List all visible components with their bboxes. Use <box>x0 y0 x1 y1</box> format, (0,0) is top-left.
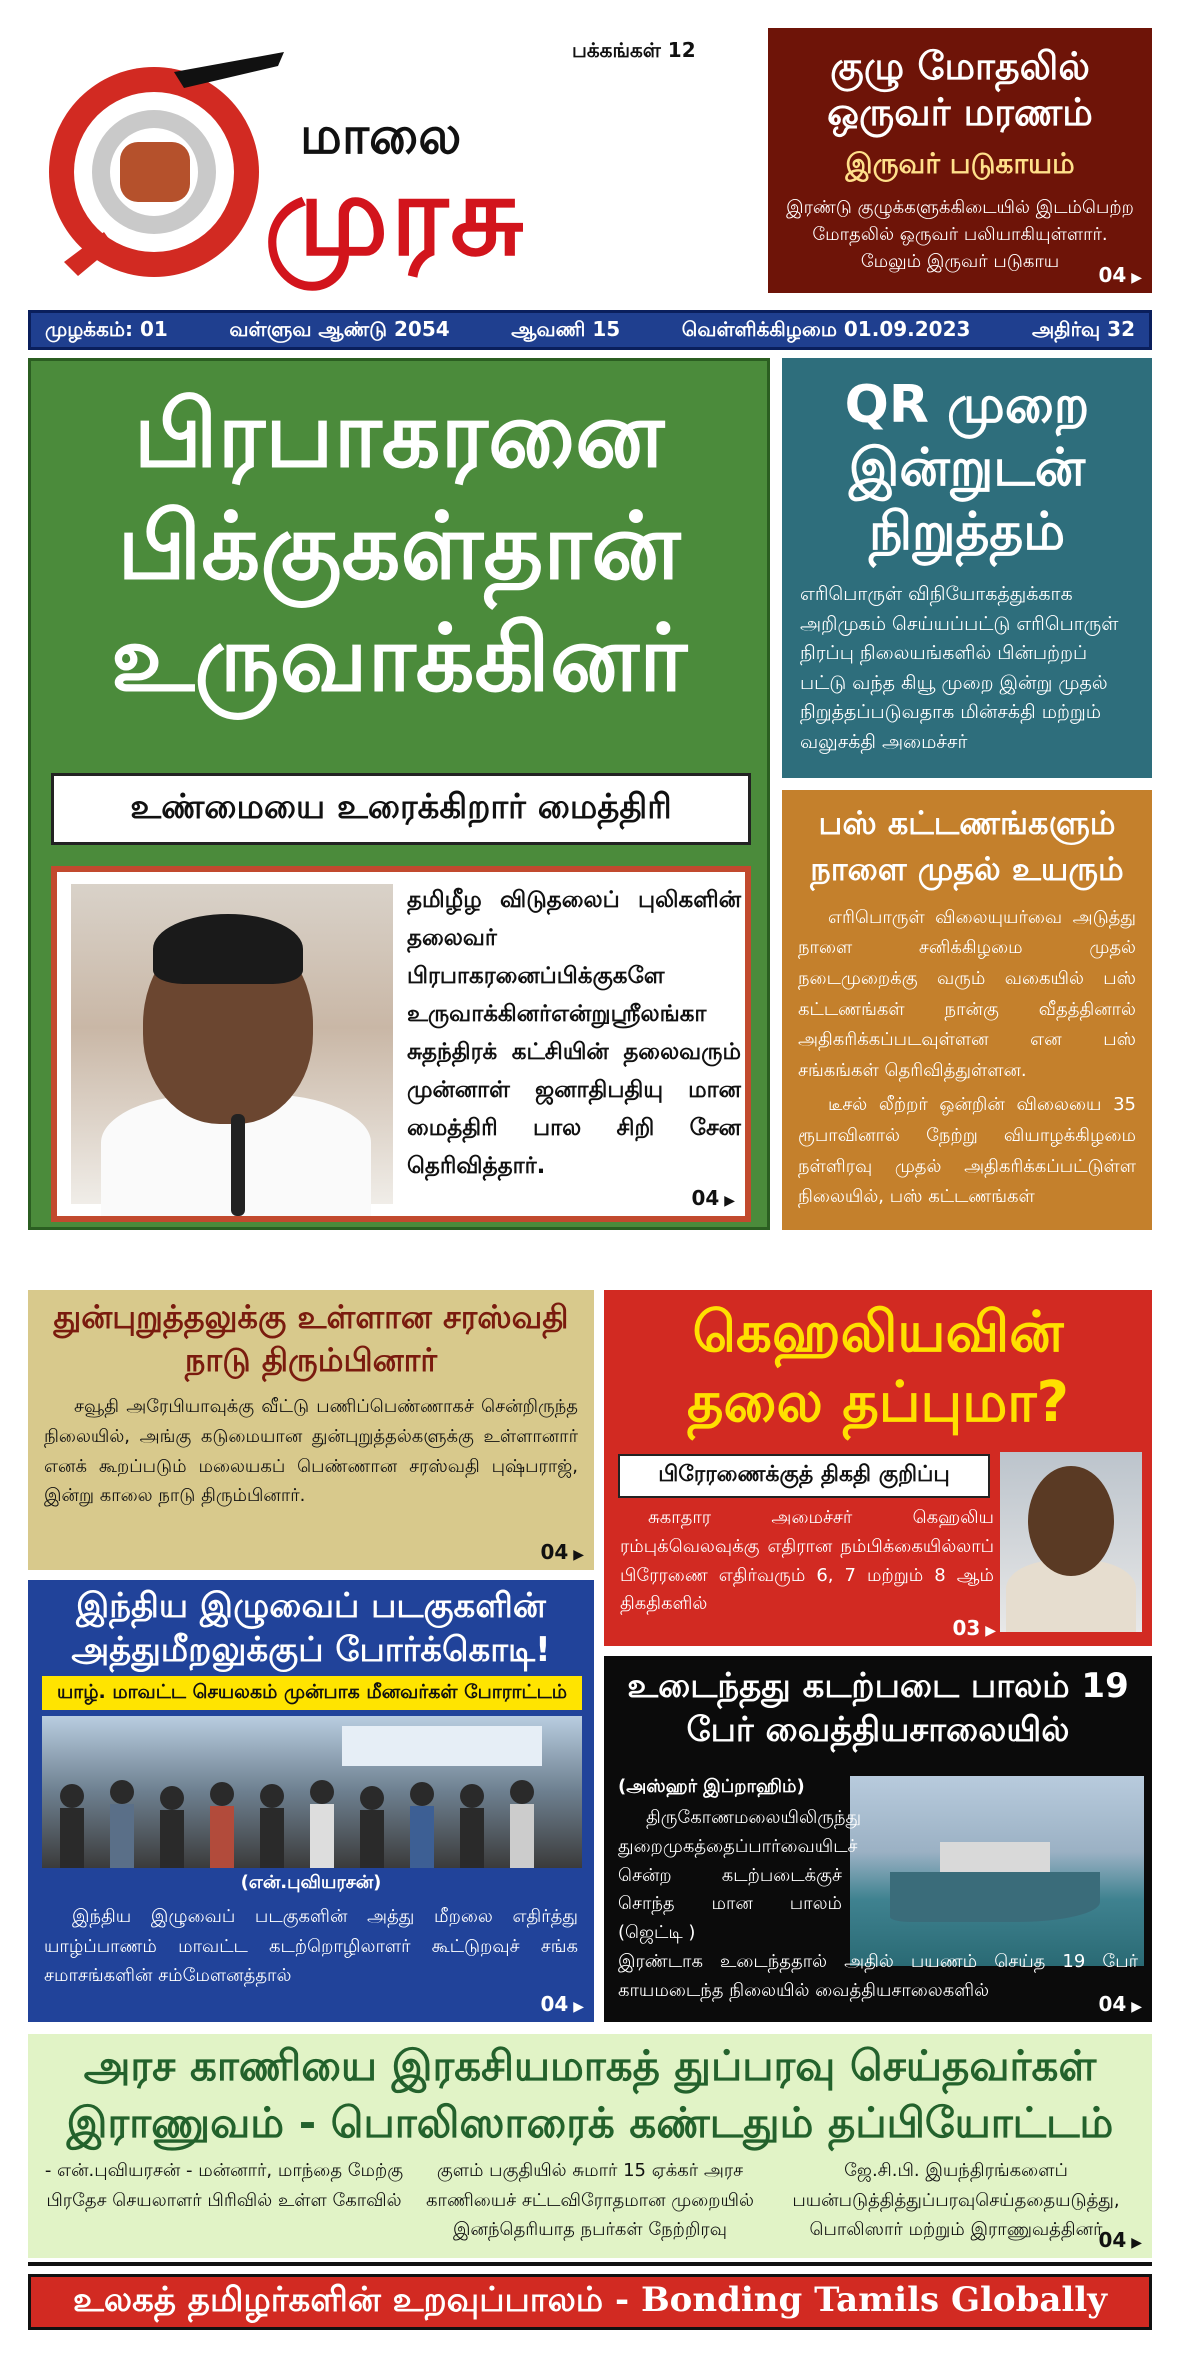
lead-story-box <box>51 866 751 1222</box>
top-right-story[interactable] <box>768 28 1152 293</box>
keheliya-headline: கெஹலியவின் தலை தப்புமா? <box>686 1300 1070 1435</box>
top-right-headline: குழு மோதலில் ஒருவர் மரணம் <box>827 44 1093 134</box>
qr-text: எரிபொருள் விநியோகத்துக்காக அறிமுகம் செய்யப்பட்டு எரிபொருள் நிரப்பு நிலையங்களில் பின்பற்றப் பட்டு வந்த கியூ முறை இன்று முதல் நிறுத்தப்படுவதாக மின்சக்தி மற்றும் வலுசக்தி அமைச்சர் <box>800 583 1119 753</box>
bus-headline: பஸ் கட்டணங்களும் நாளை முதல் உயரும் <box>810 804 1124 889</box>
jetty-story[interactable] <box>604 1656 1152 2022</box>
date-bar <box>28 310 1152 350</box>
lead-text: தமிழீழ விடுதலைப் புலிகளின் தலைவர் பிரபாகரனைப்பிக்குகளே உருவாக்கினர்என்றுஸ்ரீலங்கா சுதந்திரக் கட்சியின் தலைவரும் முன்னாள் ஜனாதிபதியு மான மைத்திரி பால சிறி சேன தெரிவித்தார். <box>407 887 741 1179</box>
logo-big-text: முரசு <box>264 151 526 281</box>
page-ref[interactable]: 04 ▶ <box>1099 2228 1142 2252</box>
valluvar-year: வள்ளுவ ஆண்டு 2054 <box>229 316 450 341</box>
land-headline-1: அரச காணியை இரகசியமாகத் துப்பரவு செய்தவர்கள் <box>83 2041 1097 2090</box>
drum-emblem-icon <box>34 32 294 297</box>
masthead-logo <box>34 32 526 297</box>
tamil-date: ஆவணி 15 <box>511 316 621 341</box>
photo-face <box>1028 1466 1114 1576</box>
trawler-story[interactable] <box>28 1580 594 2022</box>
trawler-headline: இந்திய இழுவைப் படகுகளின் அத்துமீறலுக்குப் போர்க்கொடி! <box>71 1586 551 1671</box>
boat-deck <box>940 1842 1050 1876</box>
trawler-strip: யாழ். மாவட்ட செயலகம் முன்பாக மீனவர்கள் போராட்டம் <box>42 1676 582 1710</box>
keheliya-subhead: பிரேரணைக்குத் திகதி குறிப்பு <box>618 1454 990 1498</box>
qr-headline: QR முறை இன்றுடன் நிறுத்தம் <box>844 375 1090 562</box>
keheliya-text: சுகாதார அமைச்சர் கெஹலிய ரம்புக்வெலவுக்கு எதிரான நம்பிக்கையில்லாப் பிரேரணை எதிர்வரும் 6, 7 மற்றும் 8 ஆம் திகதிகளில் <box>620 1507 994 1615</box>
lead-strap: உண்மையை உரைக்கிறார் மைத்திரி <box>51 773 751 845</box>
saraswathi-text: சவூதி அரேபியாவுக்கு வீட்டு பணிப்பெண்ணாகச் சென்றிருந்த நிலையில், அங்கு கடுமையான துன்புறுத்தல்களுக்கு உள்ளானார் எனக் கூறப்படும் மலையகப் பெண்ணான சரஸ்வதி புஷ்பராஜ், இன்று காலை நாடு திரும்பினார். <box>44 1396 578 1507</box>
lead-headline: பிரபாகரனை பிக்குகள்தான் உருவாக்கினர் <box>110 381 688 713</box>
volume: முழக்கம்: 01 <box>45 316 168 341</box>
lead-story[interactable] <box>28 358 770 1230</box>
microphone-icon <box>231 1114 245 1216</box>
issue-date: வெள்ளிக்கிழமை 01.09.2023 <box>681 316 971 341</box>
page-ref[interactable]: 04 ▶ <box>1099 1992 1142 2016</box>
top-right-text: இரண்டு குழுக்களுக்கிடையில் இடம்பெற்ற மோதலில் ஒருவர் பலியாகியுள்ளார். மேலும் இருவர் படுகாய <box>786 197 1134 273</box>
footer-slogan: உலகத் தமிழர்களின் உறவுப்பாலம் - Bonding Tamils Globally <box>28 2274 1152 2330</box>
jetty-text-2: இரண்டாக உடைந்ததால் அதில் பயணம் செய்த 19 பேர் காயமடைந்த நிலையில் வைத்தியசாலைகளில் <box>618 1951 1138 2001</box>
lead-photo <box>71 884 393 1204</box>
page-ref[interactable]: 03 ▶ <box>953 1616 996 1640</box>
divider <box>28 2262 1152 2266</box>
jetty-text: திருகோணமலையிலிருந்து துறைமுகத்தைப்பார்வையிடச் சென்ற கடற்படைக்குச் சொந்த மான பாலம் (ஜெட்டி ) <box>618 1807 862 1944</box>
page-ref[interactable]: 04 ▶ <box>541 1540 584 1564</box>
bus-text-2: டீசல் லீற்றர் ஒன்றின் விலையை 35 ரூபாவினால் நேற்று வியாழக்கிழமை நள்ளிரவு முதல் அதிகரிக்கப்பட்டுள்ள நிலையில், பஸ் கட்டணங்கள் <box>798 1094 1136 1208</box>
land-col-3: ஜே.சி.பி. இயந்திரங்களைப் பயன்படுத்தித்துப்பரவுசெய்ததையடுத்து, பொலிஸார் மற்றும் இராணுவத்தினர் <box>792 2160 1120 2241</box>
saraswathi-story[interactable] <box>28 1290 594 1570</box>
page-count: பக்கங்கள் 12 <box>572 38 696 62</box>
crowd-icon <box>42 1716 582 1868</box>
land-story[interactable] <box>28 2034 1152 2258</box>
top-right-subhead: இருவர் படுகாயம் <box>845 147 1075 181</box>
qr-story[interactable] <box>782 358 1152 778</box>
issue-number: அதிர்வு 32 <box>1031 316 1135 341</box>
logo-small-text: மாலை <box>300 106 462 166</box>
page-ref[interactable]: 04 ▶ <box>692 1186 735 1210</box>
land-col-1: - என்.புவியரசன் - மன்னார், மாந்தை மேற்கு பிரதேச செயலாளர் பிரிவில் உள்ள கோவில் <box>44 2160 404 2211</box>
keheliya-photo <box>1000 1452 1142 1632</box>
page-ref[interactable]: 04 ▶ <box>1099 263 1142 287</box>
land-col-2: குளம் பகுதியில் சுமார் 15 ஏக்கர் அரச காணியைச் சட்டவிரோதமான முறையில் இனந்தெரியாத நபர்கள் நேற்றிரவு <box>426 2160 754 2241</box>
bus-story[interactable] <box>782 790 1152 1230</box>
bus-text-1: எரிபொருள் விலையுயர்வை அடுத்து நாளை சனிக்கிழமை முதல் நடைமுறைக்கு வரும் வகையில் பஸ் கட்டணங்கள் நான்கு வீதத்தினால் அதிகரிக்கப்படவுள்ளன என பஸ் சங்கங்கள் தெரிவித்துள்ளன. <box>798 906 1136 1081</box>
page-ref[interactable]: 04 ▶ <box>541 1992 584 2016</box>
saraswathi-headline: துன்புறுத்தலுக்கு உள்ளான சரஸ்வதி நாடு திரும்பினார் <box>53 1298 569 1380</box>
photo-hair <box>153 914 303 984</box>
jetty-byline: (அஸ்ஹர் இப்றாஹிம்) <box>618 1776 805 1797</box>
boat-photo <box>850 1776 1144 1966</box>
trawler-text: இந்திய இழுவைப் படகுகளின் அத்து மீறலை எதிர்த்து யாழ்ப்பாணம் மாவட்ட கடற்றொழிலாளர் கூட்டுறவுச் சங்க சமாசங்களின் சம்மேளனத்தால் <box>44 1906 578 1987</box>
land-headline-2: இராணுவம் - பொலிஸாரைக் கண்டதும் தப்பியோட்டம் <box>66 2097 1114 2147</box>
boat-hull <box>890 1872 1100 1922</box>
protest-photo <box>42 1716 582 1868</box>
jetty-headline: உடைந்தது கடற்படை பாலம் 19 பேர் வைத்தியசாலையில் <box>627 1666 1129 1751</box>
trawler-caption: (என்.புவியரசன்) <box>240 1872 382 1893</box>
keheliya-story[interactable] <box>604 1290 1152 1646</box>
